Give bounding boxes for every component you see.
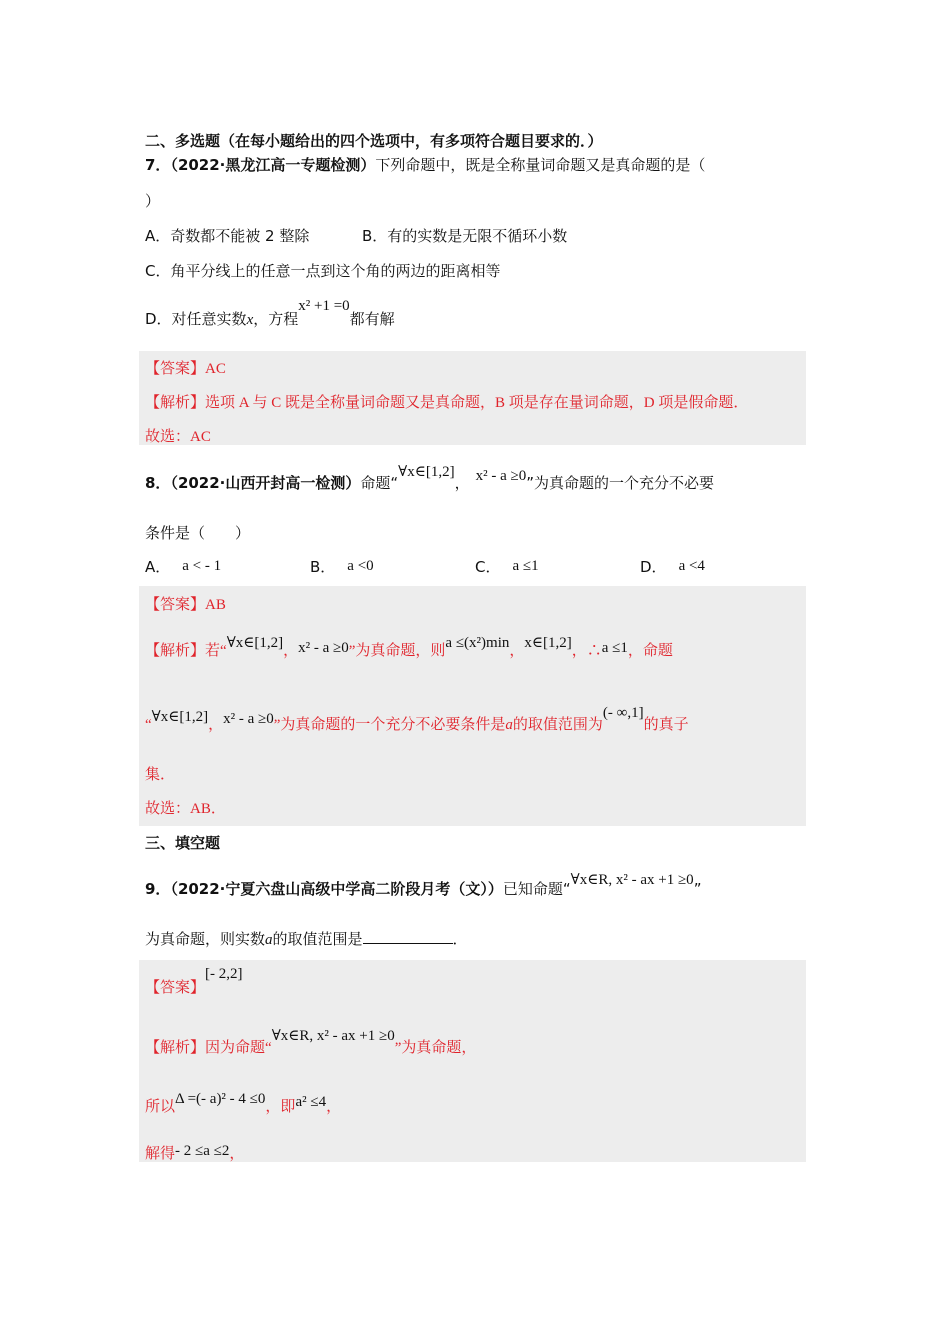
analysis-label: 【解析】 xyxy=(145,643,206,659)
stem-prefix: 命题“ xyxy=(360,474,399,492)
option-c-value: a ≤1 xyxy=(512,558,539,574)
analysis-q8-line2 xyxy=(145,705,689,734)
option-c-label: C． xyxy=(475,558,501,576)
analysis-math-range: - 2 ≤a ≤2 xyxy=(175,1143,230,1159)
analysis-math: ∀x∈R, x² - ax +1 ≥0 xyxy=(271,1028,395,1044)
analysis-comma: ， xyxy=(509,643,525,659)
question-7-stem-end: ） xyxy=(145,192,161,210)
option-d-variable: x xyxy=(246,312,254,328)
stem-line2-prefix: 为真命题，则实数 xyxy=(145,930,266,948)
analysis-mid: ，即 xyxy=(265,1099,296,1115)
stem-prefix: 已知命题“ xyxy=(502,880,571,898)
stem-comma: ， xyxy=(454,474,470,492)
option-b-label: B． xyxy=(310,558,336,576)
option-d-mid: ，方程 xyxy=(253,310,299,328)
option-a xyxy=(145,556,221,577)
answer-q8 xyxy=(145,593,226,614)
stem-line2-suffix: 的取值范围是 xyxy=(272,930,363,948)
analysis-suffix: ， xyxy=(326,1099,342,1115)
analysis-label: 【解析】 xyxy=(145,395,206,411)
analysis-math-domain: ∀x∈[1,2] xyxy=(151,709,209,725)
stem-math-inequality: x² - a ≥0 xyxy=(475,468,527,484)
option-c: C．角平分线上的任意一点到这个角的两边的距离相等 xyxy=(145,262,501,280)
answer-blank[interactable] xyxy=(363,929,453,944)
question-9-stem xyxy=(145,872,702,899)
analysis-math-inequality: x² - a ≥0 xyxy=(223,711,274,727)
option-b-value: a <0 xyxy=(347,558,374,574)
question-8-stem xyxy=(145,464,715,493)
section-title-fill-in: 三、填空题 xyxy=(145,834,221,852)
stem-variable: a xyxy=(265,932,273,948)
analysis-math-result: a ≤1 xyxy=(601,640,628,656)
analysis-math-inequality: x² - a ≥0 xyxy=(298,640,349,656)
analysis-q9-line2 xyxy=(145,1091,342,1116)
analysis-prefix: 因为命题“ xyxy=(205,1040,272,1056)
answer-label: 【答案】 xyxy=(145,597,206,613)
analysis-mid: 的取值范围为 xyxy=(512,717,603,733)
answer-q7 xyxy=(145,357,226,378)
stem-math: ∀x∈R, x² - ax +1 ≥0 xyxy=(570,872,694,888)
analysis-suffix: ， xyxy=(229,1146,245,1162)
analysis-therefore: ，∴ xyxy=(571,643,602,659)
option-d xyxy=(145,298,395,329)
answer-value: [- 2,2] xyxy=(205,966,243,982)
answer-label: 【答案】 xyxy=(145,980,206,996)
analysis-variable: a xyxy=(505,717,513,733)
option-a-label: A． xyxy=(145,558,171,576)
question-9-stem-line2 xyxy=(145,928,468,949)
answer-q9 xyxy=(145,966,243,997)
analysis-q8-line3: 集． xyxy=(145,767,176,783)
analysis-prefix: 解得 xyxy=(145,1146,176,1162)
option-a-value: a < - 1 xyxy=(182,558,222,574)
question-number: 7． xyxy=(145,156,171,174)
option-d-label: D． xyxy=(640,558,667,576)
option-d-value: a <4 xyxy=(678,558,705,574)
analysis-q9-line3 xyxy=(145,1142,244,1163)
option-d xyxy=(640,556,705,577)
question-7-stem xyxy=(145,154,705,175)
analysis-suffix: ，命题 xyxy=(627,643,673,659)
option-d-suffix: 都有解 xyxy=(349,310,395,328)
analysis-text: 选项 A 与 C 既是全称量词命题又是真命题，B 项是存在量词命题，D 项是假命题． xyxy=(205,395,749,411)
question-source: （2022·宁夏六盘山高级中学高二阶段月考（文）） xyxy=(170,880,503,898)
analysis-q7 xyxy=(145,391,748,412)
option-a: A．奇数都不能被 2 整除 xyxy=(145,227,310,245)
analysis-comma: ， xyxy=(283,643,299,659)
option-c xyxy=(475,556,539,577)
conclusion-q7: 故选：AC xyxy=(145,429,211,445)
conclusion-q8: 故选：AB． xyxy=(145,801,226,817)
analysis-math-domain: x∈[1,2] xyxy=(524,635,572,651)
analysis-suffix: 的真子 xyxy=(643,717,689,733)
stem-math-domain: ∀x∈[1,2] xyxy=(398,464,455,480)
analysis-math-domain: ∀x∈[1,2] xyxy=(226,635,284,651)
question-source: （2022·山西开封高一检测） xyxy=(170,474,361,492)
question-number: 9． xyxy=(145,880,171,898)
answer-value: AB xyxy=(205,597,226,613)
analysis-suffix: ”为真命题， xyxy=(394,1040,477,1056)
analysis-math-discriminant: Δ =(- a)² - 4 ≤0 xyxy=(175,1091,266,1107)
analysis-prefix: 所以 xyxy=(145,1099,176,1115)
option-d-equation: x² +1 =0 xyxy=(298,298,350,314)
question-8-stem-line2: 条件是（ ） xyxy=(145,524,251,542)
analysis-mid: ”为真命题的一个充分不必要条件是 xyxy=(273,717,506,733)
analysis-math-inequality: a² ≤4 xyxy=(295,1094,327,1110)
option-b xyxy=(310,556,374,577)
option-b: B．有的实数是无限不循环小数 xyxy=(362,227,568,245)
analysis-label: 【解析】 xyxy=(145,1040,206,1056)
stem-suffix: ” xyxy=(693,880,702,898)
analysis-q8-line1 xyxy=(145,635,673,660)
question-number: 8． xyxy=(145,474,171,492)
section-title-multiple-choice: 二、多选题（在每小题给出的四个选项中，有多项符合题目要求的．） xyxy=(145,132,603,150)
answer-value: AC xyxy=(205,361,226,377)
answer-box-q8 xyxy=(139,586,806,826)
analysis-prefix: 若“ xyxy=(205,643,227,659)
analysis-math-interval: (- ∞,1] xyxy=(602,705,644,721)
stem-end: ． xyxy=(452,930,468,948)
analysis-q9-line1 xyxy=(145,1028,477,1057)
question-source: （2022·黑龙江高一专题检测） xyxy=(170,156,376,174)
analysis-prefix: “ xyxy=(145,717,152,733)
stem-suffix: ”为真命题的一个充分不必要 xyxy=(526,474,715,492)
answer-label: 【答案】 xyxy=(145,361,206,377)
analysis-mid: ”为真命题，则 xyxy=(348,643,446,659)
analysis-math-min: a ≤(x²)min xyxy=(445,635,510,651)
question-text: 下列命题中，既是全称量词命题又是真命题的是（ xyxy=(375,156,706,174)
option-d-prefix: D．对任意实数 xyxy=(145,310,247,328)
analysis-comma: ， xyxy=(208,717,224,733)
